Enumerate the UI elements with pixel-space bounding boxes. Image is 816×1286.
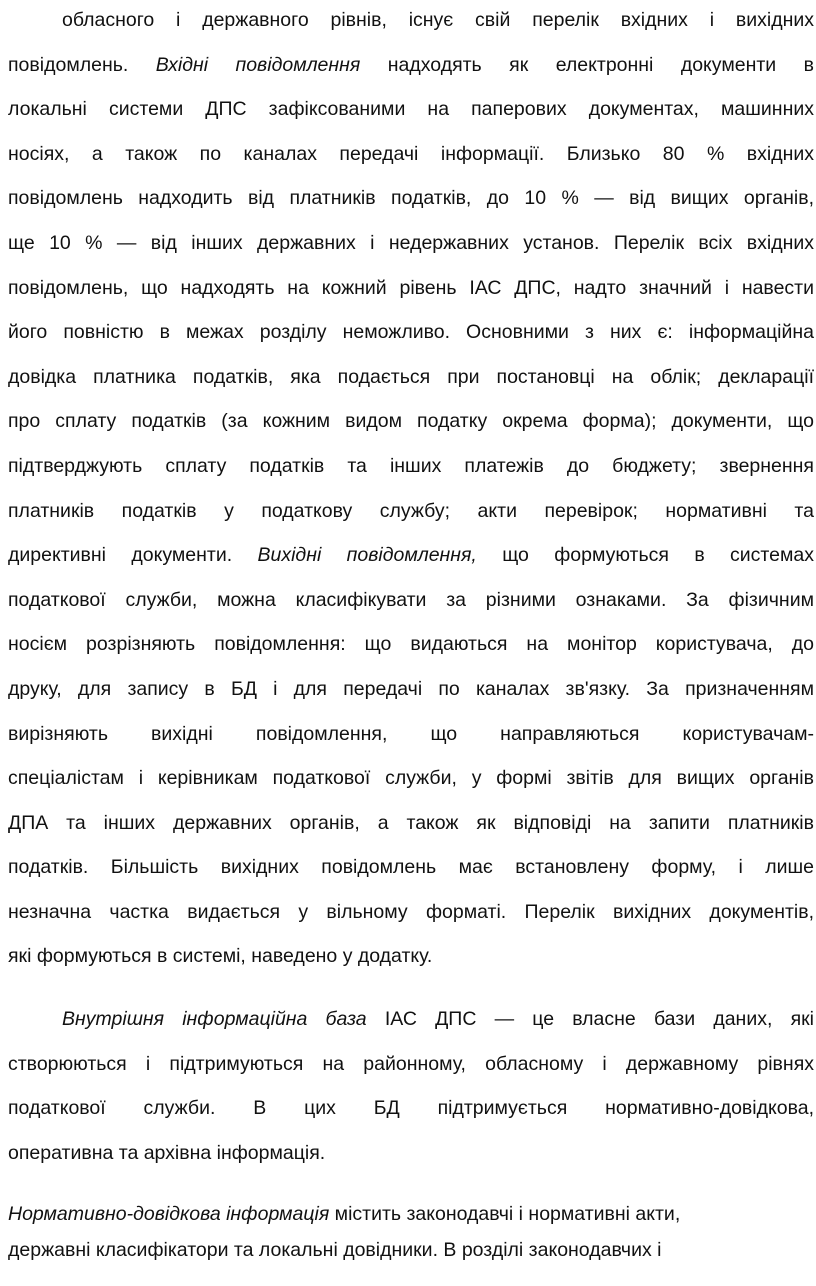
text-line: директивні документи. Вихідні повідомлення, що формуються в системах [8,544,814,567]
italic-term: Вихідні повідомлення, [257,544,477,567]
paragraph-reference-information [8,1196,814,1268]
text-line: ДПА та інших державних органів, а також як відповіді на запити платників [8,811,814,834]
paragraph-internal-database [8,997,814,1175]
text-line: локальні системи ДПС зафіксованими на паперових документах, машинних [8,98,814,121]
text-line: повідомлень надходить від платників податків, до 10 % — від вищих органів, [8,187,814,210]
text-line: його повністю в межах розділу неможливо. Основними з них є: інформаційна [8,321,814,344]
text-line: довідка платника податків, яка подається при постановці на облік; декларації [8,365,814,388]
text-line: обласного і державного рівнів, існує свій перелік вхідних і вихідних [62,9,814,31]
text-line: друку, для запису в БД і для передачі по каналах зв'язку. За призначенням [8,677,814,700]
text-line: повідомлень. Вхідні повідомлення надходять як електронні документи в [8,53,814,76]
text-line: підтверджують сплату податків та інших платежів до бюджету; звернення [8,454,814,477]
text-line: про сплату податків (за кожним видом податку окрема форма); документи, що [8,410,814,433]
text-line: податкової служби, можна класифікувати за різними ознаками. За фізичним [8,588,814,611]
text-line: носієм розрізняють повідомлення: що видаються на монітор користувача, до [8,633,814,656]
italic-term: Нормативно-довідкова інформація [8,1203,330,1225]
text-line: податкової служби. В цих БД підтримується нормативно-довідкова, [8,1097,814,1120]
paragraph-input-output-messages [8,0,814,979]
text-line: державні класифікатори та локальні довідники. В розділі законодавчих і [8,1239,662,1261]
text-line: ще 10 % — від інших державних і недержавних установ. Перелік всіх вхідних [8,231,814,254]
text-line: платників податків у податкову службу; акти перевірок; нормативні та [8,499,814,522]
text-line: оперативна та архівна інформація. [8,1141,326,1164]
italic-term: Вхідні повідомлення [155,53,361,76]
text-line: незначна частка видається у вільному форматі. Перелік вихідних документів, [8,900,814,923]
text-line: повідомлень, що надходять на кожний рівень ІАС ДПС, надто значний і навести [8,276,814,299]
italic-term: Внутрішня інформаційна база [62,1008,367,1030]
text-line: які формуються в системі, наведено у додатку. [8,945,433,968]
text-line: Нормативно-довідкова інформація містить законодавчі і нормативні акти, [8,1203,681,1225]
text-line: Внутрішня інформаційна база ІАС ДПС — це власне бази даних, які [62,1008,814,1030]
text-line: носіях, а також по каналах передачі інформації. Близько 80 % вхідних [8,142,814,165]
text-line: податків. Більшість вихідних повідомлень має встановлену форму, і лише [8,856,814,879]
text-line: спеціалістам і керівникам податкової служби, у формі звітів для вищих органів [8,767,814,790]
text-line: створюються і підтримуються на районному, обласному і державному рівнях [8,1052,814,1075]
text-line: вирізняють вихідні повідомлення, що направляються користувачам- [8,722,814,745]
